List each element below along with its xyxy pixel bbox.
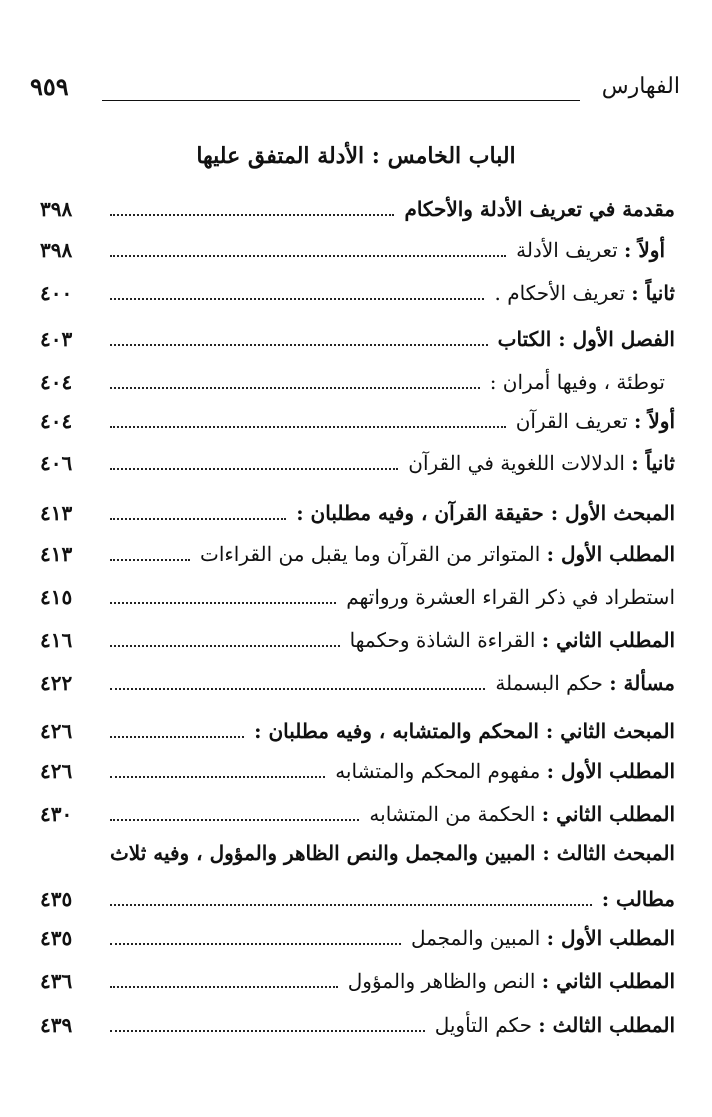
dot-leader	[110, 426, 506, 428]
entry-text: النص والظاهر والمؤول	[347, 969, 536, 993]
dot-leader	[110, 645, 340, 647]
dot-leader	[110, 986, 338, 988]
toc-entry	[40, 1004, 675, 1040]
entry-label: المبحث الثاني : المحكم والمتشابه ، وفيه مطلبان :	[254, 719, 675, 743]
entry-label: أولاً :	[634, 409, 675, 433]
toc-entry	[40, 400, 675, 436]
entry-text: حكم البسملة	[495, 671, 603, 695]
entry-page: ٤١٥	[40, 585, 73, 609]
entry-text: توطئة ، وفيها أمران :	[489, 370, 665, 394]
toc-entry	[40, 576, 675, 612]
dot-leader	[110, 518, 286, 520]
toc-entry	[40, 750, 675, 786]
running-header	[30, 70, 680, 110]
entry-text: استطراد في ذكر القراء العشرة ورواتهم	[346, 585, 675, 609]
toc-entry	[40, 619, 675, 655]
toc-entry	[40, 492, 675, 528]
entry-page: ٤٢٦	[40, 759, 73, 783]
entry-label: المبحث الثالث : المبين والمجمل والنص الظاهر والمؤول ، وفيه ثلاث	[109, 841, 675, 865]
entry-label: أولاً :	[624, 238, 665, 262]
entry-text: الدلالات اللغوية في القرآن	[408, 451, 625, 475]
dot-leader	[110, 298, 484, 300]
entry-label: المطلب الثاني :	[541, 969, 675, 993]
entry-page: ٤٣٥	[40, 887, 73, 911]
dot-leader	[110, 904, 592, 906]
entry-label: مقدمة في تعريف الأدلة والأحكام	[404, 197, 675, 221]
entry-label: المطلب الثاني :	[541, 628, 675, 652]
toc-entry	[40, 662, 675, 698]
entry-page: ٤١٣	[40, 501, 73, 525]
entry-text: المبين والمجمل	[410, 926, 541, 950]
dot-leader	[110, 387, 480, 389]
toc-entry	[40, 878, 675, 914]
entry-page: ٤٠٦	[40, 451, 73, 475]
entry-page: ٤٣٩	[40, 1013, 73, 1037]
entry-page: ٤٢٢	[40, 671, 73, 695]
toc-entry-first-line	[40, 838, 675, 874]
entry-text: مفهوم المحكم والمتشابه	[335, 759, 541, 783]
entry-page: ٤٠٤	[40, 409, 73, 433]
dot-leader	[110, 943, 401, 945]
header-title: الفهارس	[601, 74, 680, 99]
entry-page: ٣٩٨	[40, 197, 73, 221]
toc-entry	[40, 917, 675, 953]
part-heading: الباب الخامس : الأدلة المتفق عليها	[196, 143, 516, 169]
header-rule	[102, 100, 580, 101]
page-number: ٩٥٩	[30, 72, 69, 101]
entry-text: الحكمة من المتشابه	[369, 802, 536, 826]
entry-page: ٤٠٣	[40, 327, 73, 351]
dot-leader	[110, 559, 190, 561]
toc-entry	[40, 533, 675, 569]
toc-entry	[40, 793, 675, 829]
dot-leader	[110, 255, 506, 257]
entry-text: تعريف الأحكام .	[494, 281, 625, 305]
entry-label: ثانياً :	[631, 281, 675, 305]
dot-leader	[110, 736, 244, 738]
dot-leader	[110, 468, 398, 470]
entry-page: ٤٠٤	[40, 370, 73, 394]
entry-text: تعريف القرآن	[515, 409, 628, 433]
entry-text: تعريف الأدلة	[516, 238, 618, 262]
entry-page: ٤٠٠	[40, 281, 73, 305]
entry-label: الفصل الأول : الكتاب	[497, 327, 675, 351]
dot-leader	[110, 214, 394, 216]
entry-label: المطلب الأول :	[546, 926, 675, 950]
toc-entry	[40, 188, 675, 224]
toc-entry	[40, 361, 675, 397]
dot-leader	[110, 819, 359, 821]
entry-page: ٤٢٦	[40, 719, 73, 743]
entry-label: المطلب الأول :	[546, 759, 675, 783]
toc-entry	[40, 442, 675, 478]
toc-entry	[40, 960, 675, 996]
entry-text: المتواتر من القرآن وما يقبل من القراءات	[200, 542, 541, 566]
dot-leader	[110, 688, 485, 690]
entry-label: مسألة :	[609, 671, 675, 695]
entry-label: المطلب الثاني :	[541, 802, 675, 826]
entry-page: ٤٣٦	[40, 969, 73, 993]
entry-text: حكم التأويل	[434, 1013, 532, 1037]
toc-entry	[40, 229, 675, 265]
toc-entry	[40, 272, 675, 308]
toc-entry	[40, 710, 675, 746]
dot-leader	[110, 1030, 425, 1032]
dot-leader	[110, 344, 488, 346]
entry-text: القراءة الشاذة وحكمها	[349, 628, 536, 652]
entry-page: ٤٣٥	[40, 926, 73, 950]
entry-label: المطلب الثالث :	[538, 1013, 675, 1037]
entry-label: المبحث الأول : حقيقة القرآن ، وفيه مطلبان :	[296, 501, 675, 525]
dot-leader	[110, 602, 336, 604]
entry-label: مطالب :	[601, 887, 675, 911]
entry-label: المطلب الأول :	[546, 542, 675, 566]
entry-label: ثانياً :	[631, 451, 675, 475]
toc-entry	[40, 318, 675, 354]
dot-leader	[110, 776, 325, 778]
entry-page: ٤١٣	[40, 542, 73, 566]
entry-page: ٤٣٠	[40, 802, 73, 826]
entry-page: ٣٩٨	[40, 238, 73, 262]
entry-page: ٤١٦	[40, 628, 73, 652]
